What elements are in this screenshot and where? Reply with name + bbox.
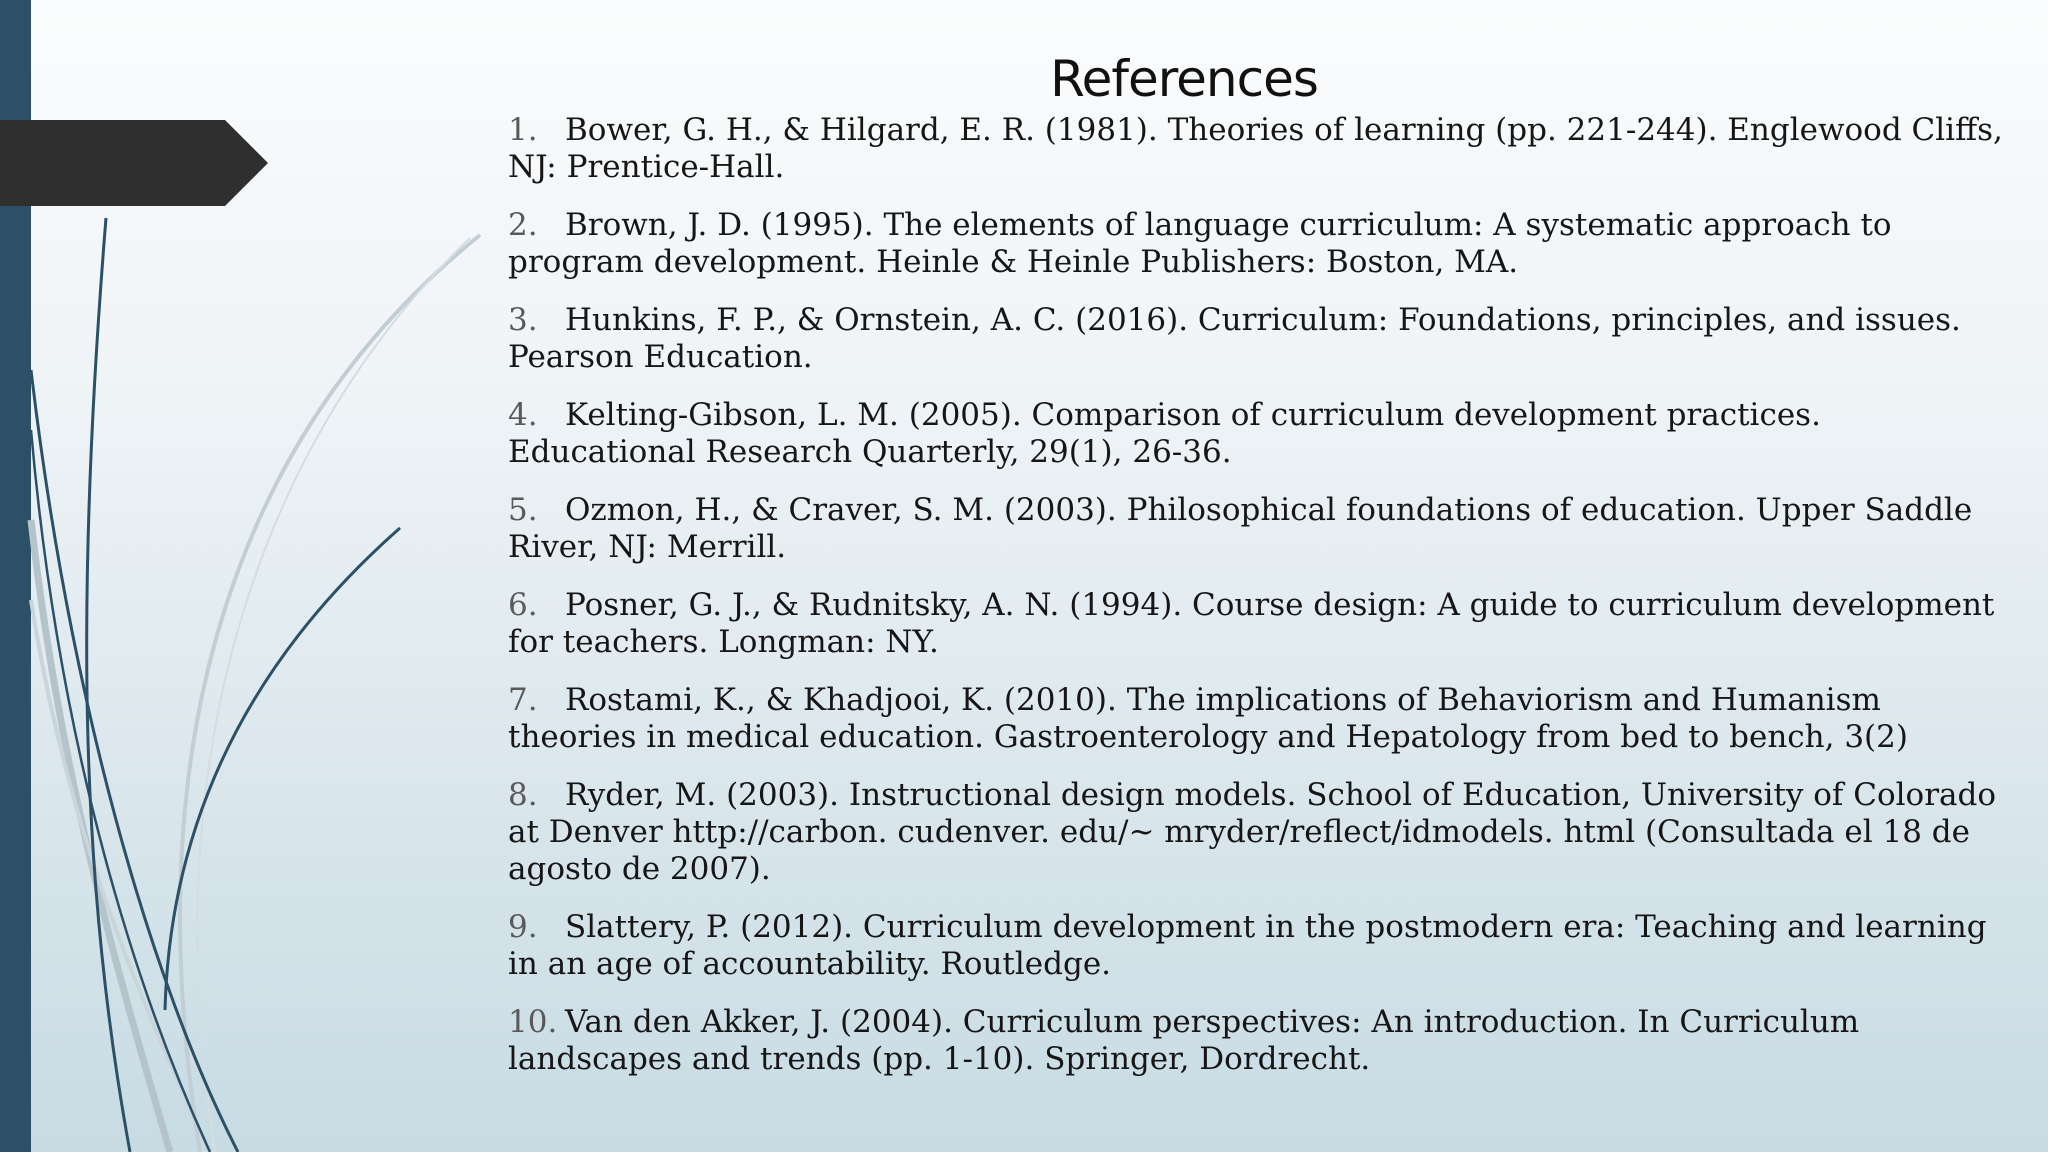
reference-number: 5. bbox=[508, 492, 538, 528]
reference-item bbox=[508, 587, 2008, 661]
reference-number: 7. bbox=[508, 682, 538, 718]
reference-text: Posner, G. J., & Rudnitsky, A. N. (1994). Course design: A guide to curriculum development for teachers. Longman: NY. bbox=[508, 587, 1995, 660]
reference-number: 3. bbox=[508, 302, 538, 338]
reference-text: Slattery, P. (2012). Curriculum development in the postmodern era: Teaching and learning in an age of accountability. Routledge. bbox=[508, 909, 1987, 982]
reference-text: Ozmon, H., & Craver, S. M. (2003). Philosophical foundations of education. Upper Saddle River, NJ: Merrill. bbox=[508, 492, 1973, 565]
dark-curve-1 bbox=[87, 218, 130, 1152]
reference-item bbox=[508, 1004, 2008, 1078]
dark-curve-4 bbox=[165, 528, 400, 1010]
reference-text: Brown, J. D. (1995). The elements of language curriculum: A systematic approach to program development. Heinle & Heinle Publishers: Boston, MA. bbox=[508, 207, 1892, 280]
reference-item bbox=[508, 777, 2008, 888]
reference-item bbox=[508, 397, 2008, 471]
reference-number: 1. bbox=[508, 112, 538, 148]
reference-text: Van den Akker, J. (2004). Curriculum perspectives: An introduction. In Curriculum landscapes and trends (pp. 1-10). Springer, Dordrecht. bbox=[508, 1004, 1860, 1077]
light-curve-2 bbox=[197, 238, 470, 1152]
reference-item bbox=[508, 682, 2008, 756]
reference-number: 4. bbox=[508, 397, 538, 433]
arrow-tab bbox=[0, 120, 270, 206]
reference-text: Hunkins, F. P., & Ornstein, A. C. (2016). Curriculum: Foundations, principles, and issues. Pearson Education. bbox=[508, 302, 1961, 375]
reference-item bbox=[508, 112, 2008, 186]
arrow-tab-shape bbox=[0, 120, 268, 206]
reference-number: 6. bbox=[508, 587, 538, 623]
reference-item bbox=[508, 909, 2008, 983]
reference-item bbox=[508, 207, 2008, 281]
slide-title: References bbox=[1050, 50, 1318, 108]
dark-curve-3 bbox=[31, 430, 210, 1152]
reference-text: Rostami, K., & Khadjooi, K. (2010). The implications of Behaviorism and Humanism theories in medical education. Gastroenterology and Hepatology from bed to bench, 3(2) bbox=[508, 682, 1908, 755]
reference-item bbox=[508, 492, 2008, 566]
reference-text: Kelting-Gibson, L. M. (2005). Comparison of curriculum development practices. Educational Research Quarterly, 29(1), 26-36. bbox=[508, 397, 1821, 470]
reference-number: 8. bbox=[508, 777, 538, 813]
reference-number: 9. bbox=[508, 909, 538, 945]
reference-text: Bower, G. H., & Hilgard, E. R. (1981). Theories of learning (pp. 221-244). Englewood Cliffs, NJ: Prentice-Hall. bbox=[508, 112, 2003, 185]
reference-text: Ryder, M. (2003). Instructional design models. School of Education, University of Colorado at Denver http://carbon. cudenver. edu/~ mryder/reflect/idmodels. html (Consultada el 18 de agosto de 2007). bbox=[508, 777, 1997, 887]
reference-number: 2. bbox=[508, 207, 538, 243]
reference-item bbox=[508, 302, 2008, 376]
light-curve-1 bbox=[180, 235, 480, 1152]
reference-number: 10. bbox=[508, 1004, 558, 1040]
reference-list bbox=[508, 112, 2008, 1099]
